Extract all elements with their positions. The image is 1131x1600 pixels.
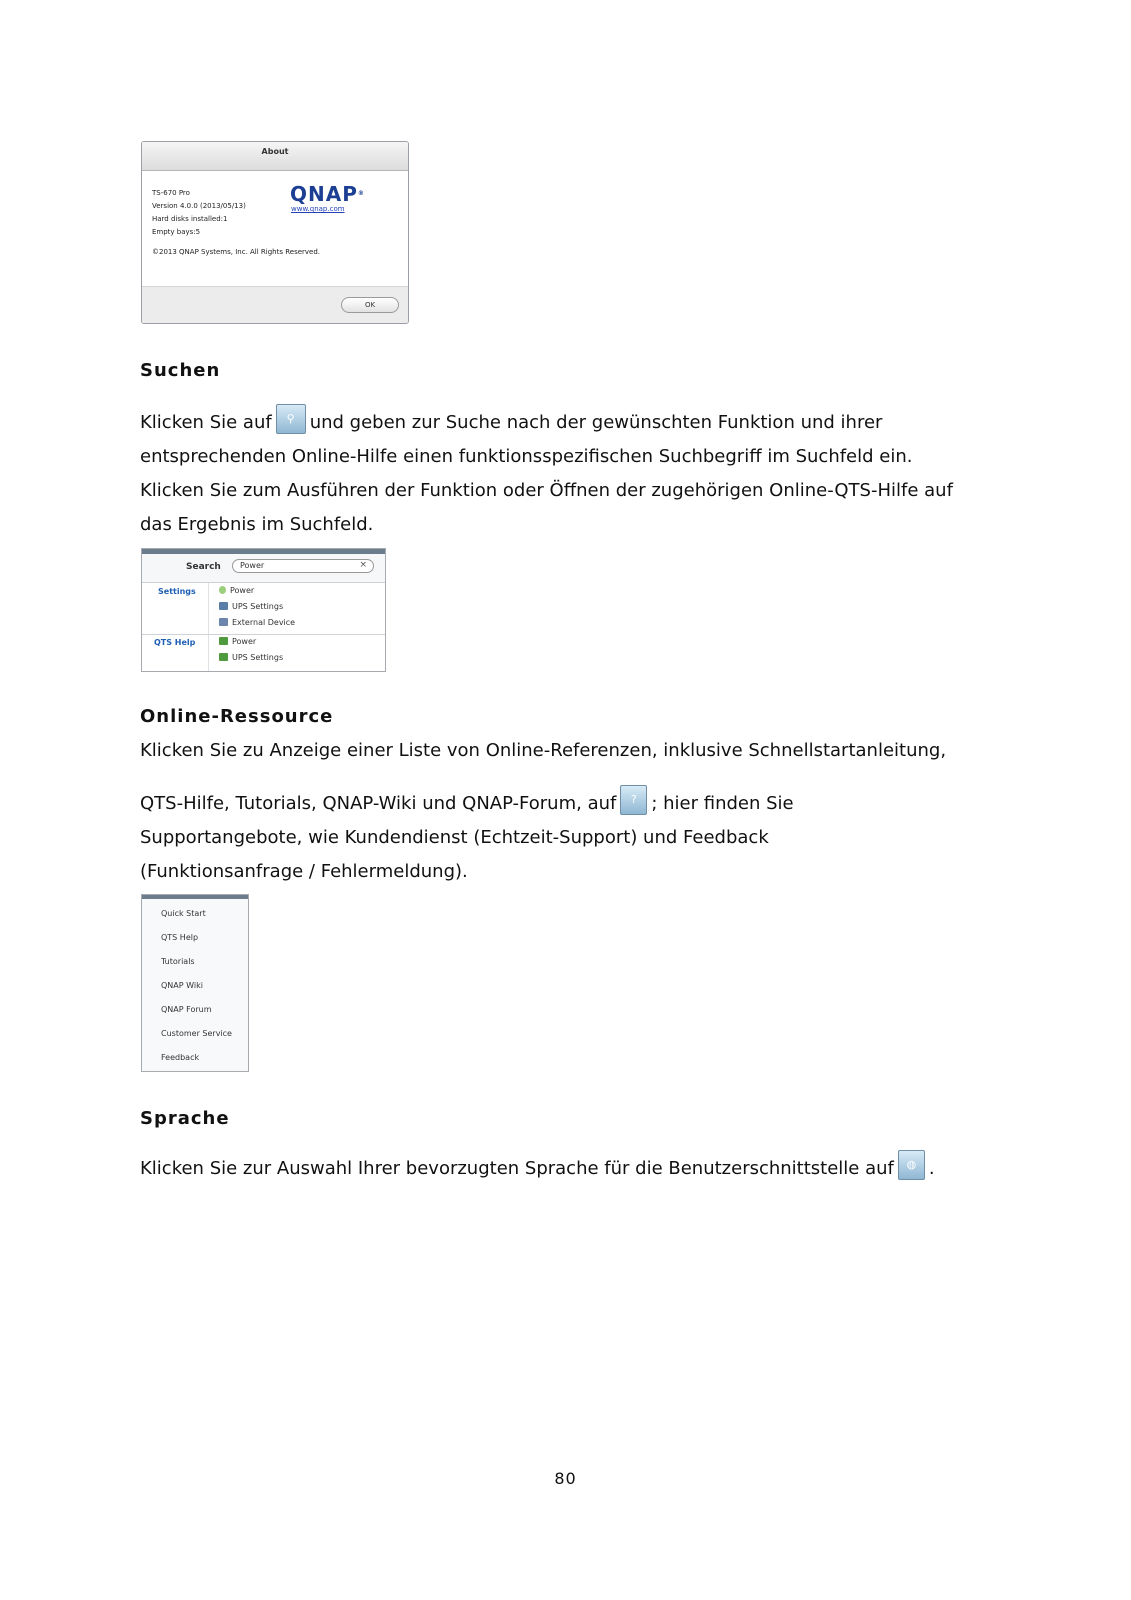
online-line-1: Klicken Sie zu Anzeige einer Liste von Online-Referenzen, inklusive Schnellstartanleitung,: [140, 740, 947, 761]
column-divider: [208, 583, 209, 671]
external-device-icon: [219, 618, 228, 626]
result-help-ups[interactable]: [219, 653, 283, 662]
online-line-2-start: QTS-Hilfe, Tutorials, QNAP-Wiki und QNAP-Forum, auf: [140, 793, 617, 814]
suchen-line-4: das Ergebnis im Suchfeld.: [140, 514, 374, 535]
sprache-line-1-start: Klicken Sie zur Auswahl Ihrer bevorzugten Sprache für die Benutzerschnittstelle auf: [140, 1158, 894, 1179]
suchen-line-1-start: Klicken Sie auf: [140, 412, 272, 433]
clear-icon[interactable]: ×: [359, 560, 367, 570]
sprache-line-1: [140, 1150, 935, 1186]
result-label: Power: [230, 586, 255, 595]
suchen-heading: Suchen: [140, 360, 221, 381]
search-panel: [141, 548, 386, 672]
result-settings-power[interactable]: [219, 586, 254, 595]
category-settings: Settings: [158, 587, 196, 596]
online-heading: Online-Ressource: [140, 706, 334, 727]
suchen-line-2: entsprechenden Online-Hilfe einen funktionsspezifischen Suchbegriff im Suchfeld ein.: [140, 446, 913, 467]
registered-mark: ®: [357, 190, 365, 197]
help-menu: [141, 894, 249, 1072]
suchen-line-3: Klicken Sie zum Ausführen der Funktion oder Öffnen der zugehörigen Online-QTS-Hilfe auf: [140, 480, 953, 501]
ok-button[interactable]: OK: [341, 297, 399, 313]
menu-item-tutorials[interactable]: Tutorials: [161, 957, 195, 966]
menu-item-feedback[interactable]: Feedback: [161, 1053, 200, 1062]
disks-installed: Hard disks installed:1: [152, 215, 228, 223]
sprache-paragraph: [140, 1150, 935, 1186]
online-line-4: (Funktionsanfrage / Fehlermeldung).: [140, 861, 468, 882]
result-label: UPS Settings: [232, 653, 284, 662]
menu-item-qts-help[interactable]: QTS Help: [161, 933, 199, 942]
copyright-text: ©2013 QNAP Systems, Inc. All Rights Reserved.: [152, 248, 321, 256]
help-book-icon: [219, 653, 228, 661]
page-number: 80: [554, 1469, 577, 1488]
result-settings-external-device[interactable]: [219, 618, 295, 627]
result-label: UPS Settings: [232, 602, 284, 611]
help-book-icon: [219, 637, 228, 645]
online-paragraph: [140, 785, 794, 889]
search-icon[interactable]: [276, 404, 306, 434]
suchen-paragraph: [140, 404, 953, 542]
help-icon[interactable]: [620, 785, 647, 815]
menu-item-quick-start[interactable]: Quick Start: [161, 909, 206, 918]
globe-icon[interactable]: [898, 1150, 925, 1180]
suchen-line-1-end: und geben zur Suche nach der gewünschten Funktion und ihrer: [309, 412, 883, 433]
online-line-2-end: ; hier finden Sie: [651, 793, 794, 814]
question-mark-glyph: ?: [630, 793, 637, 806]
search-input-value: Power: [240, 561, 265, 570]
bulb-icon: [219, 586, 226, 594]
empty-bays: Empty bays:5: [152, 228, 201, 236]
qnap-website-link[interactable]: www.qnap.com: [291, 205, 345, 213]
menu-item-qnap-forum[interactable]: QNAP Forum: [161, 1005, 212, 1014]
result-label: External Device: [232, 618, 296, 627]
search-label: Search: [186, 562, 221, 572]
online-line-2: [140, 785, 794, 821]
category-qts-help: QTS Help: [154, 638, 196, 647]
search-input[interactable]: [232, 559, 374, 573]
menu-item-qnap-wiki[interactable]: QNAP Wiki: [161, 981, 203, 990]
result-label: Power: [232, 637, 257, 646]
suchen-line-1: [140, 404, 953, 440]
result-help-power[interactable]: [219, 637, 256, 646]
online-line-3: Supportangebote, wie Kundendienst (Echtzeit-Support) und Feedback: [140, 827, 769, 848]
magnifier-glyph: ⚲: [286, 412, 295, 425]
globe-glyph: ◍: [906, 1158, 917, 1171]
about-dialog-footer: [142, 286, 408, 323]
about-dialog: [141, 141, 409, 324]
model-name: TS-670 Pro: [152, 189, 190, 197]
sprache-heading: Sprache: [140, 1108, 230, 1129]
qnap-logo: [290, 184, 365, 204]
help-menu-topbar: [142, 895, 248, 899]
ups-icon: [219, 602, 228, 610]
menu-item-customer-service[interactable]: Customer Service: [161, 1029, 232, 1038]
about-info: [152, 187, 246, 239]
category-divider: [142, 634, 385, 635]
firmware-version: Version 4.0.0 (2013/05/13): [152, 202, 246, 210]
qnap-logo-text: QNAP: [290, 182, 358, 206]
sprache-line-1-end: .: [928, 1158, 935, 1179]
about-dialog-title: About: [142, 142, 408, 171]
result-settings-ups[interactable]: [219, 602, 283, 611]
